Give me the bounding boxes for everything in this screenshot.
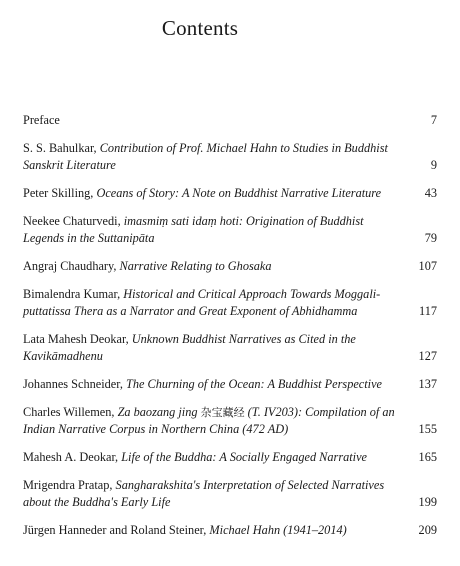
entry-title: Sangharakshita's Interpretation of Selected Narratives about the Buddha's Early Life	[23, 478, 385, 509]
toc-entry-kumar[interactable]	[23, 286, 440, 320]
entry-author: Mahesh A. Deokar,	[23, 450, 122, 464]
entry-author: Lata Mahesh Deokar,	[23, 332, 132, 346]
entry-title: Historical and Critical Approach Towards Moggaliputtatissa Thera as a Narrator and Great Exponent of Abhidhamma	[23, 287, 381, 318]
page-number: 107	[418, 259, 437, 273]
page-number: 9	[430, 158, 437, 172]
entry-author: Jürgen Hanneder and Roland Steiner,	[23, 523, 210, 537]
page-number: 199	[418, 495, 437, 509]
entry-title: Michael Hahn (1941–2014)	[209, 523, 347, 537]
entry-author: Peter Skilling,	[23, 186, 97, 200]
page-number: 209	[418, 523, 437, 537]
entry-author: S. S. Bahulkar,	[23, 141, 100, 155]
entry-title-part1: Za baozang jing	[117, 405, 201, 419]
toc-entry-bahulkar[interactable]	[23, 140, 440, 174]
page-number: 165	[418, 450, 437, 464]
toc-entry-mahesh-deokar[interactable]	[23, 449, 440, 466]
entry-title-cjk: 杂宝藏经	[200, 406, 245, 419]
page-number: 7	[430, 113, 437, 127]
toc-entry-pratap[interactable]	[23, 477, 440, 511]
toc-entry-chaturvedi[interactable]	[23, 213, 440, 247]
entry-author: Johannes Schneider,	[23, 377, 126, 391]
page-number: 155	[418, 422, 437, 436]
toc-entry-willemen[interactable]	[23, 404, 440, 438]
toc-entry-schneider[interactable]	[23, 376, 440, 393]
entry-author: Bimalendra Kumar,	[23, 287, 124, 301]
page-number: 117	[419, 304, 437, 318]
page-number: 79	[424, 231, 437, 245]
entry-author: Neekee Chaturvedi,	[23, 214, 124, 228]
entry-title: Oceans of Story: A Note on Buddhist Narrative Literature	[96, 186, 382, 200]
toc-list	[23, 112, 440, 539]
page-number: 43	[424, 186, 437, 200]
toc-entry-lata-deokar[interactable]	[23, 331, 440, 365]
entry-title: Life of the Buddha: A Socially Engaged Narrative	[121, 450, 367, 464]
entry-author: Mrigendra Pratap,	[23, 478, 116, 492]
entry-author: Angraj Chaudhary,	[23, 259, 120, 273]
toc-entry-skilling[interactable]	[23, 185, 440, 202]
entry-title: imasmiṃ sati idaṃ hoti: Origination of Buddhist Legends in the Suttanipāta	[23, 214, 364, 245]
toc-entry-chaudhary[interactable]	[23, 258, 440, 275]
entry-title: Preface	[23, 113, 60, 127]
toc-entry-preface[interactable]	[23, 112, 440, 129]
page-number: 127	[418, 349, 437, 363]
toc-entry-hanneder-steiner[interactable]	[23, 522, 440, 539]
entry-author: Charles Willemen,	[23, 405, 118, 419]
page-number: 137	[418, 377, 437, 391]
page-title: Contents	[161, 16, 239, 40]
entry-title-part2: (T. IV203): Compilation of an Indian Narrative Corpus in Northern China (472 AD)	[23, 405, 395, 436]
entry-title: The Churning of the Ocean: A Buddhist Perspective	[125, 377, 383, 391]
entry-title: Unknown Buddhist Narratives as Cited in the Kavikāmadhenu	[23, 332, 356, 363]
entry-title: Contribution of Prof. Michael Hahn to Studies in Buddhist Sanskrit Literature	[23, 141, 388, 172]
entry-title: Narrative Relating to Ghosaka	[119, 259, 272, 273]
